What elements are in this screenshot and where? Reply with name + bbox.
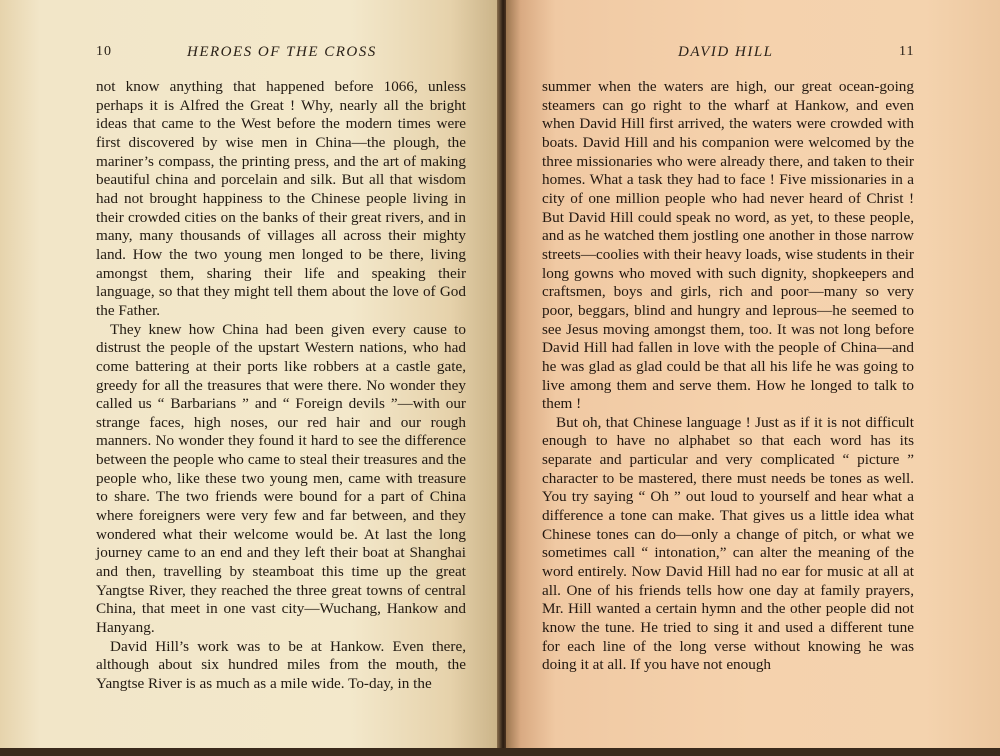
paragraph: not know anything that happened before 1066, unless perhaps it is Alfred the Great ! Why, nearly all the bright ideas that came to the West before the modern times were first discovered by wise men in China—the plough, the mariner’s compass, the printing press, and the art of making beautiful china and porcelain and silk. But all that wisdom had not brought happiness to the Chinese people living in their crowded cities on the banks of their great rivers, and in many, many thousands of villages all across their mighty land. How the two young men longed to be there, living amongst them, sharing their life and speaking their language, so that they might tell them about the love of God the Father.	[96, 78, 466, 319]
paragraph: But oh, that Chinese language ! Just as if it is not difficult enough to have no alphabet so that each word has its separate and particular and very complicated “ picture ” character to be mastered, there must needs be tones as well. You try saying “ Oh ” out loud to yourself and hear what a difference a tone can make. That gives us a little idea what Chinese tones can do—only a change of pitch, or what we sometimes call “ intonation,” can alter the meaning of the word entirely. Now David Hill had no ear for music at all at all. One of his friends tells how one day at family prayers, Mr. Hill wanted a certain hymn and the other people did not know the tune. He tried to sing it and used a different tune for each line of the long verse without knowing he was doing it at all. If you have not enough	[542, 413, 914, 674]
page-number: 10	[96, 44, 112, 59]
page-body	[542, 78, 914, 675]
running-head: HEROES OF THE CROSS	[187, 44, 377, 60]
paragraph: summer when the waters are high, our great ocean-going steamers can go right to the wharf at Hankow, and even when David Hill first arrived, the waters were crowded with boats. David Hill and his companion were welcomed by the three missionaries who were already there, and taken to their homes. What a task they had to face ! Five missionaries in a city of one million people who had never heard of Christ ! But David Hill could speak no word, as yet, to these people, and as he watched them jostling one another in those narrow streets—coolies with their heavy loads, wise students in their long gowns who moved with such dignity, shopkeepers and craftsmen, boys and girls, rich and poor—many so very poor, beggars, blind and hungry and leprous—he seemed to see Jesus moving amongst them, too. It was not long before David Hill had fallen in love with the people of China—and he was glad as glad could be that all his life he was going to live among them and serve them. How he longed to talk to them !	[542, 78, 914, 413]
page-number: 11	[899, 44, 915, 59]
paragraph: They knew how China had been given every cause to distrust the people of the upstart Western nations, who had come battering at their ports like robbers at a castle gate, greedy for all the treasures that were there. No wonder they called us “ Barbarians ” and “ Foreign devils ”—with our strange faces, high noses, our red hair and our rough manners. No wonder they found it hard to see the difference between the people who came to steal their treasures and the people who, like these two young men, came with treasure to share. The two friends were bound for a part of China where foreigners were very few and far between, and they wondered what their welcome would be. At last the long journey came to an end and they left their boat at Shanghai and then, travelling by steamboat this time up the great Yangtse River, they reached the three great towns of central China, that meet in one vast city—Wuchang, Hankow and Hanyang.	[96, 320, 466, 637]
page-edge	[0, 748, 1000, 756]
page-body	[96, 78, 466, 694]
right-page	[506, 0, 1000, 756]
paragraph: David Hill’s work was to be at Hankow. Even there, although about six hundred miles from the mouth, the Yangtse River is as much as a mile wide. To-day, in the	[96, 637, 466, 692]
running-head: DAVID HILL	[678, 44, 774, 60]
